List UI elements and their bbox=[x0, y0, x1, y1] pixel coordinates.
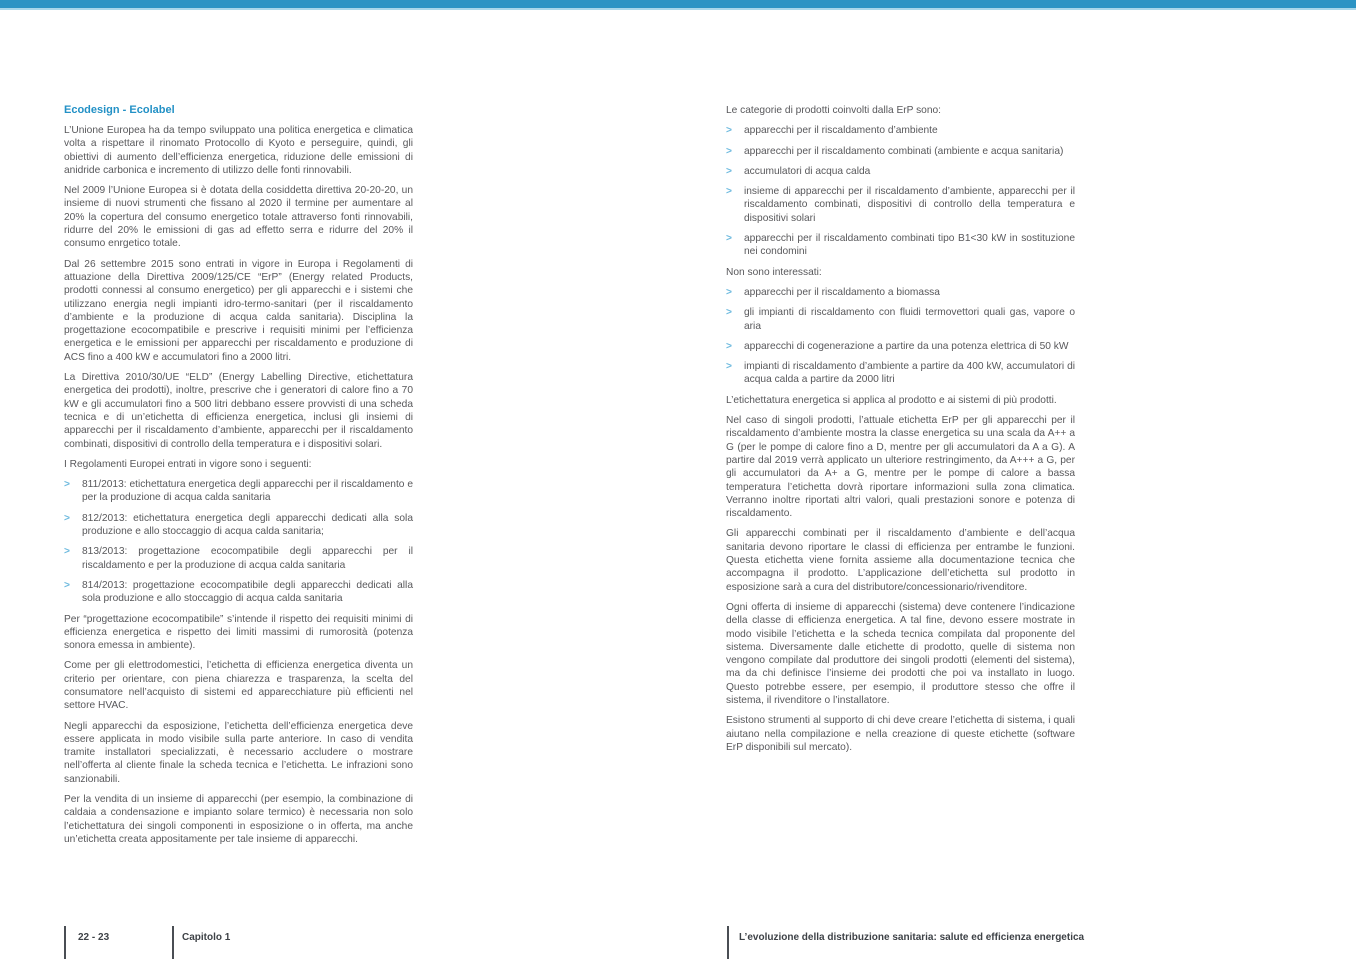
paragraph: Nel caso di singoli prodotti, l’attuale etichetta ErP per gli apparecchi per il riscaldamento d’ambiente mostra la classe energetica su una scala da A++ a G (per le pompe di calore fino a D, mentre per gli accumulatori da A a G). A partire dal 2019 verrà applicato un ulteriore restringimento, da A+++ a G, per gli accumulatori da A+ a G, mentre per le pompe di calore a bassa temperatura l’etichetta dovrà riportare informazioni sulla zona climatica. Verranno inoltre riportati altri valori, quali prestazioni sonore e potenza di riscaldamento. bbox=[726, 415, 1075, 520]
list-bullet-icon: > bbox=[726, 233, 732, 245]
footer-divider bbox=[727, 926, 729, 959]
list-bullet-icon: > bbox=[64, 512, 70, 524]
paragraph: La Direttiva 2010/30/UE “ELD” (Energy Labelling Directive, etichettatura energetica dei prodotti), inoltre, prescrive che i generatori di calore fino a 70 kW e gli accumulatori fino a 500 litri debbano essere provvisti di una scheda tecnica e di un’etichetta di efficienza energetica, inclusi gli insiemi di apparecchi per il riscaldamento d’ambiente, apparecchi per il riscaldamento combinati, dispositivi di controllo della temperatura e i dispositivi solari. bbox=[64, 372, 413, 450]
paragraph: Per la vendita di un insieme di apparecchi (per esempio, la combinazione di caldaia a condensazione e impianto solare termico) è necessaria non solo l’etichettatura dei singoli componenti in esposizione o in offerta, ma anche un’etichetta creata appositamente per tale insieme di apparecchi. bbox=[64, 794, 413, 845]
list-bullet-icon: > bbox=[726, 125, 732, 137]
right-page-column bbox=[726, 104, 1075, 761]
footer-page-numbers: 22 - 23 bbox=[78, 932, 110, 943]
list-item-text: apparecchi per il riscaldamento combinati tipo B1<30 kW in sostituzione nei condomini bbox=[744, 233, 1075, 258]
list-bullet-icon: > bbox=[64, 479, 70, 491]
list-item-text: gli impianti di riscaldamento con fluidi termovettori quali gas, vapore o aria bbox=[744, 307, 1075, 332]
list-bullet-icon: > bbox=[726, 165, 732, 177]
list-item bbox=[726, 232, 1075, 259]
paragraph: L’Unione Europea ha da tempo sviluppato una politica energetica e climatica volta a rispettare il rinomato Protocollo di Kyoto e perseguire, quindi, gli obiettivi di aumento dell’efficienza energetica, riduzione delle emissioni di anidride carbonica e incremento di utilizzo delle fonti rinnovabili. bbox=[64, 125, 413, 176]
list-item bbox=[726, 185, 1075, 225]
list-bullet-icon: > bbox=[64, 546, 70, 558]
footer-section-title: L’evoluzione della distribuzione sanitaria: salute ed efficienza energetica bbox=[739, 932, 1085, 943]
list-item bbox=[726, 360, 1075, 387]
list-item bbox=[726, 286, 1075, 299]
list-bullet-icon: > bbox=[64, 579, 70, 591]
list-item-text: insieme di apparecchi per il riscaldamento d’ambiente, apparecchi per il riscaldamento combinati, dispositivi di controllo della temperatura e dispositivi solari bbox=[744, 186, 1075, 224]
list-bullet-icon: > bbox=[726, 340, 732, 352]
list-item-text: apparecchi per il riscaldamento d’ambiente bbox=[744, 125, 938, 137]
footer-chapter: Capitolo 1 bbox=[182, 932, 231, 943]
paragraph: Dal 26 settembre 2015 sono entrati in vigore in Europa i Regolamenti di attuazione della Direttiva 2009/125/CE “ErP” (Energy related Products, prodotti connessi al consumo energetico) per gli apparecchi e i sistemi che utilizzano energia negli impianti idro-termo-sanitari (per il riscaldamento d’ambiente e la produzione di acqua calda sanitaria). Disciplina la progettazione ecocompatibile e prescrive i requisiti minimi per l’efficienza energetica e le emissioni per apparecchi per riscaldamento e produzione di ACS fino a 400 kW e accumulatori fino a 2000 litri. bbox=[64, 258, 413, 363]
list-item bbox=[64, 545, 413, 572]
list-item-text: apparecchi per il riscaldamento a biomassa bbox=[744, 286, 940, 298]
list-item-text: 811/2013: etichettatura energetica degli apparecchi per il riscaldamento e per la produzione di acqua calda sanitaria bbox=[82, 479, 413, 504]
list-item bbox=[726, 306, 1075, 333]
list-item bbox=[64, 512, 413, 539]
list-intro: I Regolamenti Europei entrati in vigore sono i seguenti: bbox=[64, 458, 312, 470]
paragraph: Negli apparecchi da esposizione, l’etichetta dell’efficienza energetica deve essere applicata in modo visibile sulla parte anteriore. In caso di vendita tramite installatori specializzati, è necessario accludere o mostrare nell’offerta al cliente finale la scheda tecnica e l’etichetta. Le infrazioni sono sanzionabili. bbox=[64, 720, 413, 785]
left-page-column bbox=[64, 104, 413, 853]
list-bullet-icon: > bbox=[726, 361, 732, 373]
top-accent-bar bbox=[0, 0, 1356, 8]
list-item-text: impianti di riscaldamento d’ambiente a partire da 400 kW, accumulatori di acqua calda a partire da 2000 litri bbox=[744, 361, 1075, 386]
paragraph: Ogni offerta di insieme di apparecchi (sistema) deve contenere l’indicazione della classe di efficienza energetica. A tal fine, devono essere mostrate in modo visibile l’etichetta e la scheda tecnica compilata dal proponente del sistema. Diversamente dalle etichette di prodotto, quelle di sistema non vengono compilate dal produttore dei singoli prodotti (elementi del sistema), ma da chi definisce l’insieme dei prodotti che poi va installato in luogo. Questo potrebbe essere, per esempio, il produttore stesso che offre il sistema, il rivenditore o l’installatore. bbox=[726, 601, 1075, 706]
list-item bbox=[64, 579, 413, 606]
paragraph: Come per gli elettrodomestici, l’etichetta di efficienza energetica diventa un criterio per orientare, con piena chiarezza e trasparenza, la scelta del consumatore nell’acquisto di sistemi ed apparecchiature più efficienti nel settore HVAC. bbox=[64, 660, 413, 712]
paragraph: Per “progettazione ecocompatibile” s’intende il rispetto dei requisiti minimi di efficienza energetica e rispetto dei limiti massimi di rumorosità (potenza sonora emessa in ambiente). bbox=[64, 613, 413, 652]
list-bullet-icon: > bbox=[726, 307, 732, 319]
paragraph: Gli apparecchi combinati per il riscaldamento d’ambiente e dell’acqua sanitaria devono riportare le classi di efficienza per entrambe le funzioni. Questa etichetta viene fornita assieme alla documentazione tecnica che accompagna il prodotto. L’applicazione dell’etichetta sul prodotto in esposizione sarà a cura del distributore/concessionario/rivenditore. bbox=[726, 528, 1075, 593]
list-item bbox=[726, 145, 1075, 158]
footer-divider bbox=[172, 926, 174, 959]
list-item-text: apparecchi per il riscaldamento combinati (ambiente e acqua sanitaria) bbox=[744, 145, 1064, 157]
list-bullet-icon: > bbox=[726, 145, 732, 157]
paragraph: Esistono strumenti al supporto di chi deve creare l’etichetta di sistema, i quali aiutano nella compilazione e nella creazione di queste etichette (software ErP disponibili sul mercato). bbox=[726, 715, 1075, 753]
list-bullet-icon: > bbox=[726, 186, 732, 198]
paragraph: L’etichettatura energetica si applica al prodotto e ai sistemi di più prodotti. bbox=[726, 394, 1057, 406]
section-heading: Ecodesign - Ecolabel bbox=[64, 104, 175, 116]
paragraph: Nel 2009 l’Unione Europea si è dotata della cosiddetta direttiva 20-20-20, un insieme di nuovi strumenti che fissano al 2020 il termine per aumentare al 20% la copertura del consumo energetico totale attraverso fonti rinnovabili, ridurre del 20% le emissioni di gas ad effetto serra e ridurre del 20% il consumo enrgetico totale. bbox=[64, 185, 413, 250]
list-item bbox=[726, 165, 1075, 178]
footer-divider bbox=[64, 926, 66, 959]
list-item-text: 812/2013: etichettatura energetica degli apparecchi dedicati alla sola produzione e allo stoccaggio di acqua calda sanitaria; bbox=[82, 512, 413, 538]
list-item bbox=[726, 124, 1075, 137]
list-item bbox=[726, 340, 1075, 353]
list-item-text: 814/2013: progettazione ecocompatibile degli apparecchi dedicati alla sola produzione e allo stoccaggio di acqua calda sanitaria bbox=[82, 579, 413, 605]
list-item bbox=[64, 478, 413, 505]
list-intro: Le categorie di prodotti coinvolti dalla ErP sono: bbox=[726, 105, 942, 116]
list-item-text: apparecchi di cogenerazione a partire da una potenza elettrica di 50 kW bbox=[744, 340, 1069, 352]
list-bullet-icon: > bbox=[726, 286, 732, 298]
list-item-text: 813/2013: progettazione ecocompatibile degli apparecchi per il riscaldamento e per la produzione di acqua calda sanitaria bbox=[82, 546, 413, 571]
list-intro: Non sono interessati: bbox=[726, 266, 822, 278]
list-item-text: accumulatori di acqua calda bbox=[744, 165, 871, 177]
top-accent-bar-light bbox=[0, 8, 1356, 10]
